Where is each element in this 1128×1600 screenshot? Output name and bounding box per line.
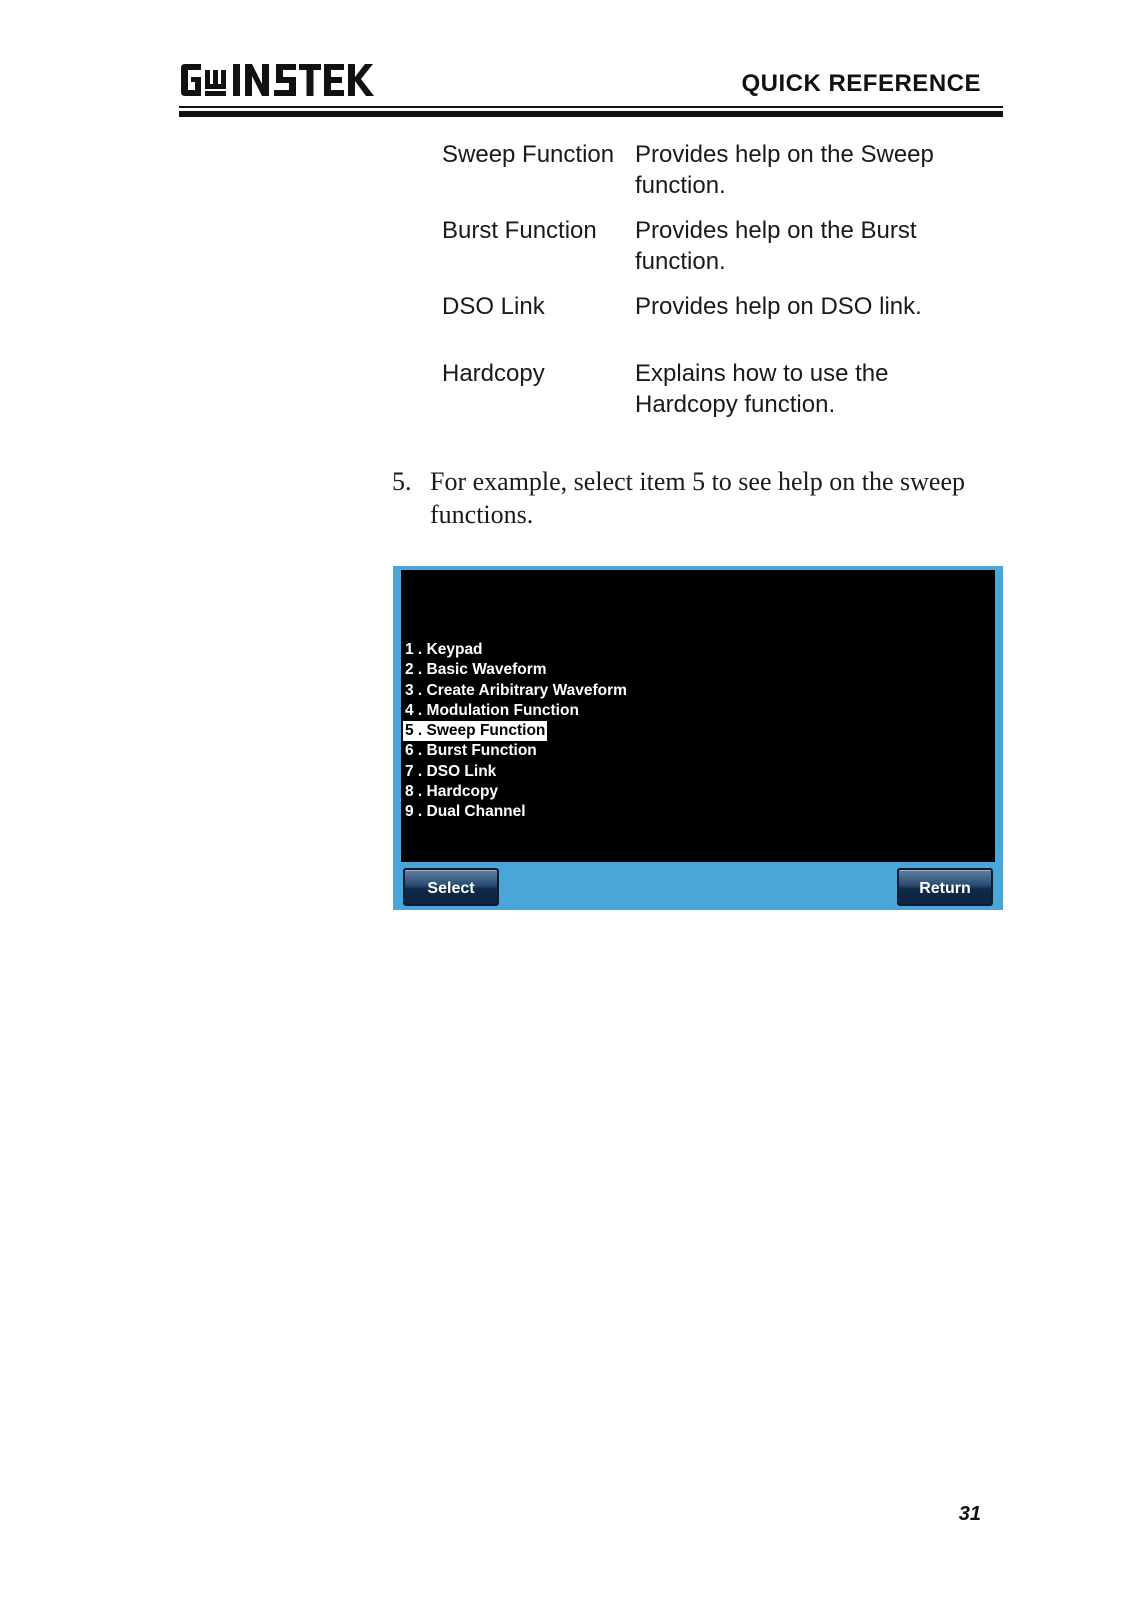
help-description: Explains how to use the Hardcopy function. <box>635 360 889 418</box>
help-term: Sweep Function <box>442 141 615 168</box>
gw-instek-logo <box>179 62 375 98</box>
header-rule-thick <box>179 111 1003 117</box>
page-number: 31 <box>958 1503 981 1525</box>
menu-item-keypad[interactable]: 1 . Keypad <box>405 641 483 658</box>
help-term: Hardcopy <box>442 360 545 387</box>
menu-item-burst-function[interactable]: 6 . Burst Function <box>405 742 537 760</box>
menu-item-hardcopy[interactable]: 8 . Hardcopy <box>405 783 499 801</box>
step-instruction <box>392 465 992 531</box>
step-text: For example, select item 5 to see help on the sweep functions. <box>430 467 966 529</box>
select-button[interactable]: Select <box>403 868 499 906</box>
help-description: Provides help on the Sweep function. <box>635 141 934 199</box>
menu-item-create-arbitrary-waveform[interactable]: 3 . Create Aribitrary Waveform <box>405 681 627 699</box>
menu-item-modulation-function[interactable]: 4 . Modulation Function <box>405 701 579 719</box>
help-row-hardcopy <box>442 358 1002 420</box>
help-menu-display <box>401 570 995 862</box>
help-row-burst <box>442 215 1002 277</box>
step-number: 5. <box>392 467 412 496</box>
menu-item-basic-waveform[interactable]: 2 . Basic Waveform <box>405 661 547 679</box>
help-term: DSO Link <box>442 293 545 320</box>
help-description: Provides help on DSO link. <box>635 293 922 320</box>
help-row-dso-link <box>442 291 1002 322</box>
instrument-screen <box>393 566 1003 910</box>
help-row-sweep <box>442 139 1002 201</box>
help-menu-list <box>403 640 629 823</box>
menu-item-dual-channel[interactable]: 9 . Dual Channel <box>405 803 526 821</box>
help-description: Provides help on the Burst function. <box>635 217 917 275</box>
menu-item-dso-link[interactable]: 7 . DSO Link <box>405 762 497 780</box>
help-table <box>442 139 1002 420</box>
return-button[interactable]: Return <box>897 868 993 906</box>
menu-item-sweep-function[interactable]: 5 . Sweep Function <box>403 721 547 741</box>
header-rule <box>179 106 1003 108</box>
section-title: QUICK REFERENCE <box>741 70 981 97</box>
help-term: Burst Function <box>442 217 597 244</box>
